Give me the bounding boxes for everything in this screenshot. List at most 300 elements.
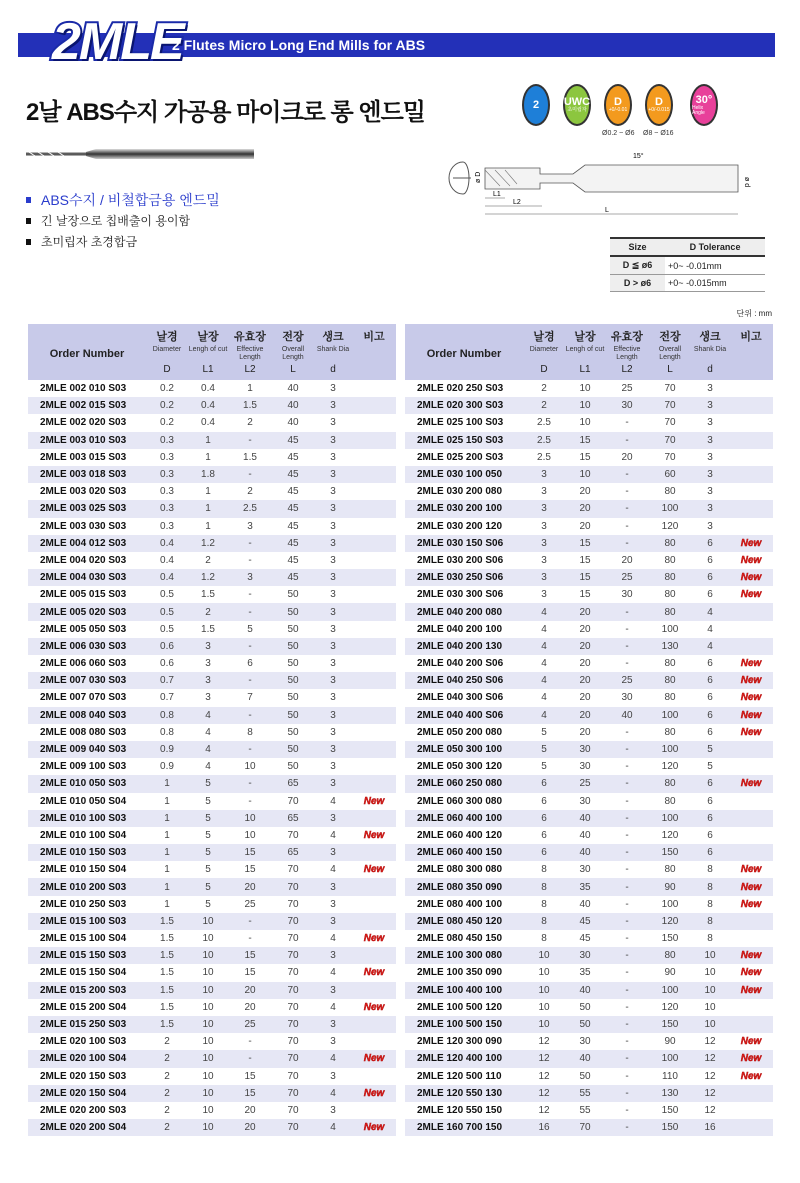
cell: 1.5 <box>160 915 174 927</box>
remark <box>729 380 773 397</box>
new-badge: New <box>363 1001 385 1013</box>
dimension-diagram <box>295 148 775 218</box>
cell: 3 <box>541 486 547 498</box>
cell: 60 <box>664 469 676 481</box>
remark <box>729 775 773 792</box>
cell: 15 <box>244 864 256 876</box>
order-number: 2MLE 003 030 S03 <box>40 520 127 532</box>
cell: 30 <box>579 1036 591 1048</box>
cell: 4 <box>707 606 713 618</box>
cell: 10 <box>704 1001 716 1013</box>
remark <box>729 707 773 724</box>
remark <box>729 758 773 775</box>
cell: 30 <box>621 692 633 704</box>
cell: 120 <box>661 520 679 532</box>
cell: 50 <box>287 589 299 601</box>
cell: 1 <box>205 520 211 532</box>
new-badge: New <box>740 950 762 962</box>
cell: - <box>625 537 629 549</box>
cell: - <box>625 812 629 824</box>
order-number: 2MLE 040 200 130 <box>417 640 503 652</box>
remark <box>729 930 773 947</box>
table-row <box>405 964 773 981</box>
remark <box>729 827 773 844</box>
table-row <box>405 586 773 603</box>
cell: 5 <box>205 795 211 807</box>
cell: 25 <box>621 572 633 584</box>
new-badge: New <box>740 572 762 584</box>
cell: 3 <box>330 658 336 670</box>
cell: - <box>625 434 629 446</box>
table-row <box>405 1119 773 1136</box>
cell: 50 <box>579 1001 591 1013</box>
cell: 6 <box>707 709 713 721</box>
cell: 10 <box>202 1070 214 1082</box>
cell: 45 <box>287 486 299 498</box>
cell: 4 <box>541 709 547 721</box>
new-badge: New <box>740 967 762 979</box>
cell: 1 <box>164 864 170 876</box>
cell: 3 <box>330 984 336 996</box>
remark <box>352 793 396 810</box>
feature-item: 긴 날장으로 칩배출이 용이함 <box>26 212 190 229</box>
new-badge: New <box>363 1087 385 1099</box>
cell: 3 <box>330 881 336 893</box>
cell: 0.5 <box>160 623 174 635</box>
table-row <box>405 500 773 517</box>
label-angle: 15° <box>633 153 644 160</box>
cell: 2 <box>164 1036 170 1048</box>
cell: 3 <box>541 537 547 549</box>
remark <box>352 947 396 964</box>
cell: 8 <box>541 898 547 910</box>
order-number: 2MLE 004 012 S03 <box>40 537 127 549</box>
table-row <box>28 810 396 827</box>
cell: 70 <box>287 898 299 910</box>
cell: 3 <box>330 383 336 395</box>
cell: 5 <box>247 623 253 635</box>
cell: 30 <box>579 864 591 876</box>
new-badge: New <box>740 726 762 738</box>
remark <box>352 982 396 999</box>
cell: - <box>248 469 252 481</box>
cell: 2.5 <box>537 417 551 429</box>
cell: 50 <box>287 606 299 618</box>
cell: 40 <box>579 984 591 996</box>
page-title: 2날 ABS수지 가공용 마이크로 롱 엔드밀 <box>26 99 425 126</box>
remark <box>352 844 396 861</box>
order-number: 2MLE 030 150 S06 <box>417 537 504 549</box>
cell: 10 <box>538 967 550 979</box>
cell: 0.3 <box>160 451 174 463</box>
cell: 70 <box>287 1070 299 1082</box>
cell: 10 <box>538 984 550 996</box>
order-number: 2MLE 010 050 S04 <box>40 795 127 807</box>
cell: 5 <box>205 829 211 841</box>
table-row <box>405 896 773 913</box>
cell: 1.5 <box>160 1019 174 1031</box>
cell: - <box>625 847 629 859</box>
cell: 10 <box>202 1053 214 1065</box>
cell: 5 <box>541 744 547 756</box>
remark <box>352 707 396 724</box>
cell: 40 <box>287 400 299 412</box>
cell: 70 <box>664 383 676 395</box>
order-number: 2MLE 025 200 S03 <box>417 451 504 463</box>
cell: 12 <box>538 1104 550 1116</box>
bullet-icon <box>26 239 31 245</box>
tol-row: D > ø6 +0~ -0.015mm <box>610 275 765 292</box>
order-number: 2MLE 100 500 150 <box>417 1019 503 1031</box>
cell: 3 <box>330 1019 336 1031</box>
order-number: 2MLE 004 020 S03 <box>40 554 127 566</box>
remark <box>352 1102 396 1119</box>
cell: - <box>625 933 629 945</box>
order-number: 2MLE 080 350 090 <box>417 881 503 893</box>
cell: - <box>625 984 629 996</box>
cell: 2 <box>205 606 211 618</box>
cell: 4 <box>707 640 713 652</box>
cell: 15 <box>579 589 591 601</box>
cell: 25 <box>621 383 633 395</box>
remark <box>352 603 396 620</box>
cell: 80 <box>664 554 676 566</box>
cell: 5 <box>205 812 211 824</box>
cell: 90 <box>664 1036 676 1048</box>
cell: 45 <box>287 434 299 446</box>
table-row <box>405 724 773 741</box>
cell: 1.5 <box>160 950 174 962</box>
table-row <box>405 1102 773 1119</box>
table-row <box>28 930 396 947</box>
new-badge: New <box>740 692 762 704</box>
order-number: 2MLE 030 250 S06 <box>417 572 504 584</box>
cell: 6 <box>707 795 713 807</box>
cell: 65 <box>287 847 299 859</box>
label-D: ø D <box>475 171 482 183</box>
table-row <box>28 1085 396 1102</box>
order-number: 2MLE 025 100 S03 <box>417 417 504 429</box>
cell: 90 <box>664 967 676 979</box>
order-number: 2MLE 060 250 080 <box>417 778 503 790</box>
cell: - <box>248 709 252 721</box>
cell: 15 <box>244 1070 256 1082</box>
new-badge: New <box>740 675 762 687</box>
product-logo: 2MLE <box>52 13 183 71</box>
order-number: 2MLE 040 250 S06 <box>417 675 504 687</box>
cell: 40 <box>579 1053 591 1065</box>
col-header: 생크 Shank Dia d <box>691 324 729 380</box>
cell: - <box>248 589 252 601</box>
order-number: 2MLE 010 150 S04 <box>40 864 127 876</box>
cell: 15 <box>579 537 591 549</box>
remark <box>352 861 396 878</box>
cell: 100 <box>661 503 679 515</box>
cell: 70 <box>287 1001 299 1013</box>
cell: 6 <box>707 847 713 859</box>
remark <box>352 414 396 431</box>
remark <box>729 896 773 913</box>
cell: 45 <box>579 933 591 945</box>
order-number: 2MLE 007 070 S03 <box>40 692 127 704</box>
cell: 15 <box>579 572 591 584</box>
cell: - <box>625 640 629 652</box>
cell: 50 <box>287 709 299 721</box>
cell: 1.5 <box>201 589 215 601</box>
cell: 2.5 <box>537 451 551 463</box>
remark <box>729 603 773 620</box>
remark <box>352 930 396 947</box>
order-number: 2MLE 050 200 080 <box>417 726 503 738</box>
remark <box>352 380 396 397</box>
cell: 30 <box>621 589 633 601</box>
cell: 3 <box>205 658 211 670</box>
order-number: 2MLE 025 150 S03 <box>417 434 504 446</box>
cell: 20 <box>579 675 591 687</box>
cell: 6 <box>541 795 547 807</box>
table-row <box>405 878 773 895</box>
cell: 8 <box>541 933 547 945</box>
cell: 10 <box>579 469 591 481</box>
cell: 45 <box>287 554 299 566</box>
cell: 50 <box>287 623 299 635</box>
order-number: 2MLE 010 200 S03 <box>40 881 127 893</box>
table-row <box>28 672 396 689</box>
cell: 10 <box>244 829 256 841</box>
cell: - <box>625 623 629 635</box>
cell: 3 <box>330 469 336 481</box>
remark <box>352 432 396 449</box>
table-row <box>405 707 773 724</box>
order-number: 2MLE 060 400 100 <box>417 812 503 824</box>
order-number: 2MLE 009 040 S03 <box>40 744 127 756</box>
cell: 4 <box>330 795 336 807</box>
cell: 70 <box>287 881 299 893</box>
new-badge: New <box>363 795 385 807</box>
cell: 70 <box>287 950 299 962</box>
cell: 12 <box>704 1104 716 1116</box>
cell: 0.5 <box>160 589 174 601</box>
cell: - <box>248 640 252 652</box>
col-header: 비고 <box>729 324 773 380</box>
cell: 10 <box>579 417 591 429</box>
cell: 6 <box>707 726 713 738</box>
cell: 6 <box>247 658 253 670</box>
cell: 20 <box>579 658 591 670</box>
cell: 3 <box>330 623 336 635</box>
cell: 4 <box>541 658 547 670</box>
cell: 2 <box>247 417 253 429</box>
cell: 110 <box>662 1070 678 1082</box>
cell: 120 <box>661 761 679 773</box>
cell: 130 <box>661 1087 679 1099</box>
cell: 120 <box>661 915 679 927</box>
cell: 5 <box>205 778 211 790</box>
remark <box>729 466 773 483</box>
cell: 80 <box>664 675 676 687</box>
cell: 4 <box>330 1087 336 1099</box>
cell: 4 <box>541 692 547 704</box>
cell: 3 <box>707 520 713 532</box>
cell: 3 <box>330 1036 336 1048</box>
cell: 80 <box>664 589 676 601</box>
table-row <box>405 775 773 792</box>
cell: - <box>248 675 252 687</box>
new-badge: New <box>740 1036 762 1048</box>
table-row <box>405 689 773 706</box>
cell: 3 <box>330 778 336 790</box>
cell: 25 <box>621 675 633 687</box>
cell: 70 <box>287 967 299 979</box>
remark <box>352 586 396 603</box>
cell: - <box>625 778 629 790</box>
cell: 10 <box>202 933 214 945</box>
cell: 10 <box>538 1001 550 1013</box>
cell: 12 <box>538 1087 550 1099</box>
remark <box>729 586 773 603</box>
cell: - <box>625 417 629 429</box>
remark <box>729 638 773 655</box>
new-badge: New <box>740 778 762 790</box>
cell: 30 <box>579 761 591 773</box>
cell: 6 <box>541 829 547 841</box>
remark <box>729 483 773 500</box>
cell: 0.3 <box>160 486 174 498</box>
cell: 3 <box>330 434 336 446</box>
cell: 70 <box>664 417 676 429</box>
cell: 65 <box>287 812 299 824</box>
cell: - <box>625 950 629 962</box>
table-row <box>28 689 396 706</box>
cell: 50 <box>287 675 299 687</box>
table-row <box>28 913 396 930</box>
order-number: 2MLE 050 300 100 <box>417 744 503 756</box>
table-row <box>28 947 396 964</box>
table-row <box>405 655 773 672</box>
table-row <box>28 1016 396 1033</box>
tolerance-table <box>610 237 765 292</box>
order-number: 2MLE 010 100 S04 <box>40 829 127 841</box>
cell: 20 <box>579 640 591 652</box>
badge-caption: Ø0.2 ~ Ø6 <box>602 130 635 137</box>
remark <box>352 449 396 466</box>
cell: 80 <box>664 692 676 704</box>
cell: 70 <box>287 1019 299 1031</box>
cell: 4 <box>330 864 336 876</box>
col-order-number: Order Number <box>405 324 523 380</box>
cell: 50 <box>287 640 299 652</box>
order-number: 2MLE 100 350 090 <box>417 967 503 979</box>
cell: 3 <box>330 503 336 515</box>
cell: 45 <box>287 503 299 515</box>
cell: 100 <box>661 744 679 756</box>
remark <box>352 913 396 930</box>
tol-header: Size <box>610 238 665 256</box>
remark <box>729 1085 773 1102</box>
cell: 5 <box>205 864 211 876</box>
table-row <box>405 621 773 638</box>
cell: 7 <box>247 692 253 704</box>
cell: 100 <box>661 709 679 721</box>
cell: 3 <box>330 520 336 532</box>
cell: 3 <box>707 469 713 481</box>
cell: 12 <box>704 1087 716 1099</box>
cell: 10 <box>704 950 716 962</box>
table-row <box>28 535 396 552</box>
order-number: 2MLE 100 300 080 <box>417 950 503 962</box>
table-row <box>28 724 396 741</box>
cell: 3 <box>330 640 336 652</box>
table-row <box>405 758 773 775</box>
cell: 15 <box>579 451 591 463</box>
remark <box>729 1119 773 1136</box>
new-badge: New <box>363 864 385 876</box>
order-number: 2MLE 120 400 100 <box>417 1053 503 1065</box>
cell: 6 <box>707 829 713 841</box>
table-row <box>405 432 773 449</box>
remark <box>352 1085 396 1102</box>
cell: 15 <box>579 554 591 566</box>
order-number: 2MLE 020 300 S03 <box>417 400 504 412</box>
product-table-left <box>28 324 396 1136</box>
cell: 1 <box>205 503 211 515</box>
table-row <box>405 741 773 758</box>
cell: 6 <box>707 589 713 601</box>
table-row <box>28 707 396 724</box>
cell: 3 <box>330 761 336 773</box>
cell: 70 <box>579 1122 591 1134</box>
cell: 1 <box>205 451 211 463</box>
order-number: 2MLE 010 150 S03 <box>40 847 127 859</box>
table-row <box>28 483 396 500</box>
order-number: 2MLE 020 100 S03 <box>40 1036 127 1048</box>
table-row <box>28 603 396 620</box>
cell: 0.3 <box>160 503 174 515</box>
table-row <box>28 741 396 758</box>
cell: 0.7 <box>160 692 174 704</box>
cell: - <box>248 933 252 945</box>
col-header: 날장 Lengh of cut L1 <box>565 324 605 380</box>
cell: 10 <box>202 915 214 927</box>
table-row <box>405 930 773 947</box>
cell: 8 <box>541 864 547 876</box>
remark <box>729 569 773 586</box>
end-mill-image <box>26 146 256 162</box>
table-row <box>405 449 773 466</box>
cell: - <box>625 1001 629 1013</box>
remark <box>729 964 773 981</box>
cell: 20 <box>579 726 591 738</box>
cell: - <box>625 726 629 738</box>
cell: 70 <box>287 829 299 841</box>
cell: 20 <box>579 709 591 721</box>
cell: 50 <box>287 658 299 670</box>
remark <box>352 741 396 758</box>
order-number: 2MLE 080 300 080 <box>417 864 503 876</box>
cell: - <box>625 864 629 876</box>
cell: 45 <box>287 520 299 532</box>
cell: 20 <box>579 692 591 704</box>
cell: 10 <box>202 1087 214 1099</box>
cell: 20 <box>244 1001 256 1013</box>
remark <box>729 432 773 449</box>
remark <box>729 397 773 414</box>
cell: 10 <box>704 967 716 979</box>
table-row <box>28 449 396 466</box>
cell: 5 <box>541 726 547 738</box>
cell: 0.9 <box>160 761 174 773</box>
remark <box>729 878 773 895</box>
